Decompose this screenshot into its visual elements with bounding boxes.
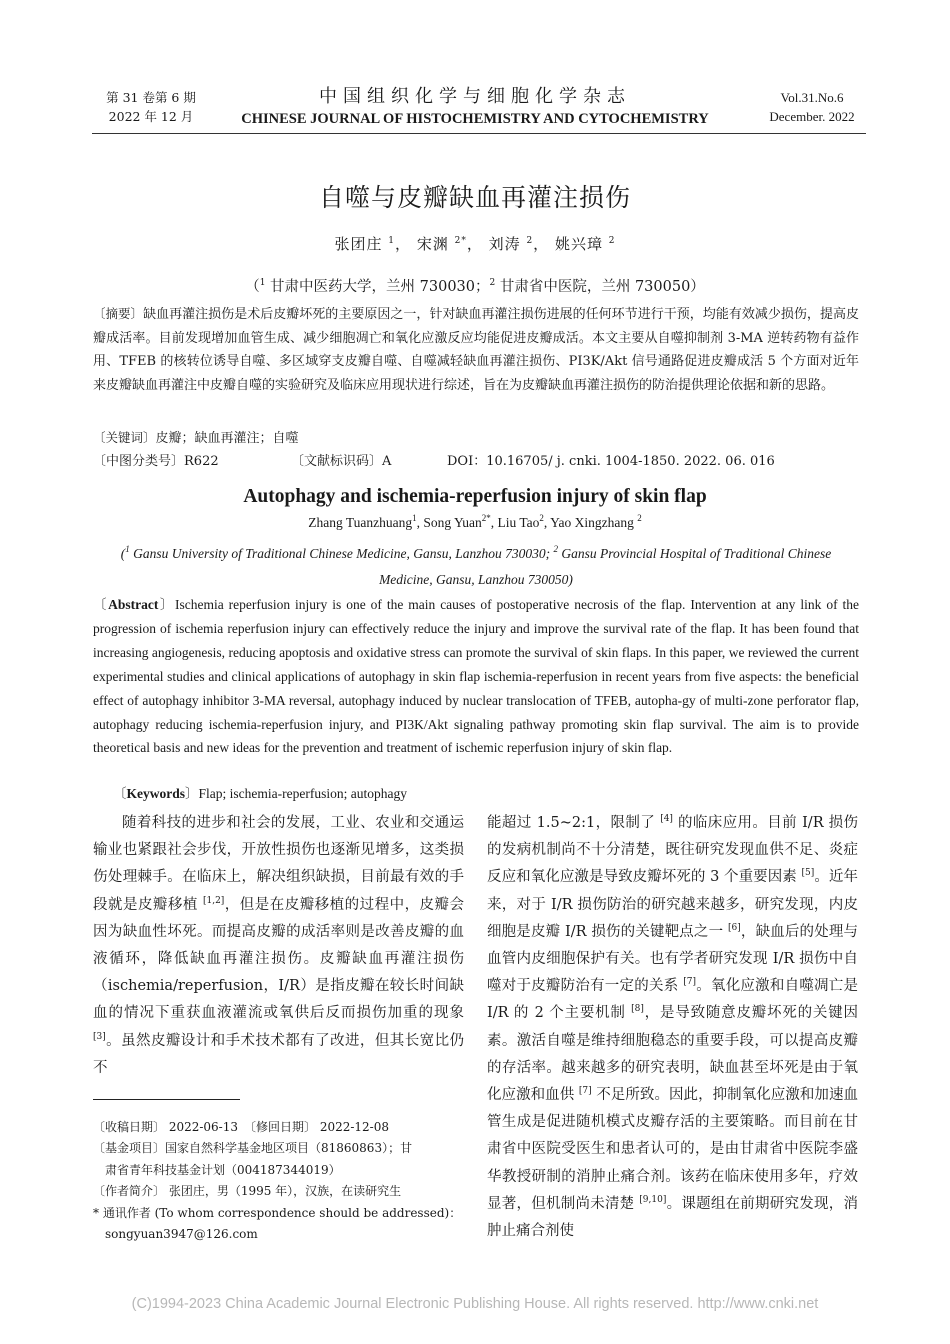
citation: [6] bbox=[728, 922, 741, 933]
clc-number: 〔中图分类号〕R622 bbox=[93, 454, 219, 469]
article-title-en: Autophagy and ischemia-reperfusion injury of skin flap bbox=[243, 486, 707, 507]
corresponding-author: * 通讯作者 (To whom correspondence should be addressed)： bbox=[93, 1205, 462, 1220]
volume-en: Vol.31.No.6 bbox=[780, 90, 844, 105]
authors-cn: 张团庄 $^1$， 宋渊 $^{2*}$， 刘涛 $^2$， 姚兴璋 $^2$ bbox=[334, 235, 616, 253]
keywords-cn bbox=[93, 426, 859, 451]
received-dates: 〔收稿日期〕 2022-06-13 〔修回日期〕 2022-12-08 bbox=[93, 1120, 390, 1134]
header-rule bbox=[92, 133, 866, 134]
journal-title-block bbox=[210, 86, 740, 129]
abstract-text-en: Ischemia reperfusion injury is one of the main causes of postoperative necrosis of the flap. Intervention at any link of the progression of ischemia reperfusion injury can effectively reduce the injury and improve the survival rate of the flap. It has been found that increasing angiogenesis, reducing apoptosis and oxidative stress can promote the survival of skin flaps. In this paper, we reviewed the current experimental studies and clinical applications of autophagy in skin flap ischemia-reperfusion in recent years from five aspects: the beneficial effect of autophagy inhibitor 3-MA reversal, autophagy induced by nuclear translocation of TFEB, autopha-gy of multi-zone perforator flap, autophagy reducing ischemia-reperfusion injury, and PI3K/Akt signaling pathway promoting skin flap survival. The aim is to provide theoretical basis and new ideas for the prevention and treatment of ischemic reperfusion injury of skin flap. bbox=[93, 597, 860, 756]
citation: [8] bbox=[631, 1004, 644, 1015]
journal-name-en: CHINESE JOURNAL OF HISTOCHEMISTRY AND CYTOCHEMISTRY bbox=[241, 111, 709, 127]
citation: [5] bbox=[801, 868, 815, 879]
affiliations-cn: （$^1$ 甘肃中医药大学，兰州 730030；$^2$ 甘肃省中医院，兰州 730050） bbox=[245, 278, 705, 295]
article-title-cn: 自噬与皮瓣缺血再灌注损伤 bbox=[318, 183, 631, 212]
keywords-text-en: Flap; ischemia-reperfusion; autophagy bbox=[198, 786, 407, 801]
issue-info-en bbox=[752, 88, 872, 126]
abstract-cn bbox=[93, 302, 859, 397]
body-column-right bbox=[487, 810, 858, 1245]
authors-en: Zhang Tuanzhuang$^1$, Song Yuan$^{2*}$, Liu Tao$^2$, Yao Xingzhang $^2$ bbox=[308, 513, 642, 530]
body-column-left bbox=[93, 810, 464, 1082]
date-en: December. 2022 bbox=[769, 109, 855, 124]
abstract-label-en: Abstract bbox=[108, 597, 159, 612]
body-paragraph: 随着科技的进步和社会的发展，工业、农业和交通运输业也紧跟社会步伐，开放性损伤也逐渐见增多，这类损伤处理棘手。在临床上，解决组织缺损，目前最有效的手段就是皮瓣移植 [1,2]，但是在皮瓣移植的过程中，皮瓣会因为缺血性坏死。而提高皮瓣的成活率则是改善皮瓣的血液循环，降低缺血再灌注损伤。皮瓣缺血再灌注损伤（ischemia/reperfusion，I/R）是指皮瓣在较长时间缺血的情况下重获血液灌流或氧供后反而损伤加重的现象 [3]。虽然皮瓣设计和手术技术都有了改进，但其长宽比仍不 bbox=[93, 815, 465, 1076]
abstract-text-cn: 缺血再灌注损伤是术后皮瓣坏死的主要原因之一，针对缺血再灌注损伤进展的任何环节进行干预，均能有效减少损伤，提高皮瓣成活率。目前发现增加血管生成、减少细胞凋亡和氧化应激反应均能促进皮瓣成活。本文主要从自噬抑制剂 3-MA 逆转药物有益作用、TFEB 的核转位诱导自噬、多区域穿支皮瓣自噬、自噬减轻缺血再灌注损伤、PI3K/Akt 信号通路促进皮瓣成活 5 个方面对近年来皮瓣缺血再灌注中皮瓣自噬的实验研究及临床应用现状进行综述，旨在为皮瓣缺血再灌注损伤的防治提供理论依据和新的思路。 bbox=[93, 307, 859, 393]
citation: [7] bbox=[683, 977, 697, 988]
citation: [3] bbox=[93, 1031, 106, 1042]
author-intro: 〔作者简介〕 张团庄，男（1995 年），汉族，在读研究生 bbox=[93, 1184, 402, 1199]
citation: [9,10] bbox=[639, 1194, 667, 1205]
affiliations-en: ($^1$ Gansu University of Traditional Chinese Medicine, Gansu, Lanzhou 730030; $^2$ Gansu Provincial Hospital of Traditional Chinese Medicine, Gansu, Lanzhou 730050) bbox=[120, 544, 832, 587]
issue-info-cn bbox=[96, 88, 206, 126]
citation: [4] bbox=[660, 814, 673, 824]
keywords-label-en: Keywords bbox=[126, 786, 185, 801]
journal-name-cn: 中国组织化学与细胞化学杂志 bbox=[319, 86, 631, 107]
corresponding-email: songyuan3947@126.com bbox=[105, 1227, 258, 1242]
doi: DOI：10.16705/ j. cnki. 1004-1850. 2022. 06. 016 bbox=[447, 454, 775, 469]
fund-info: 〔基金项目〕国家自然科学基金地区项目（81860863）；甘 bbox=[93, 1141, 413, 1156]
abstract-en: 〔Abstract〕Ischemia reperfusion injury is one of the main causes of postoperative necrosis of the flap. Intervention at any link of the progression of ischemia reperfusion injury can effectively reduce the injury and improve the survival rate of the flap. It has been found that increasing angiogenesis, reducing apoptosis and oxidative stress can promote the survival of skin flaps. In this paper, we reviewed the current experimental studies and clinical applications of autophagy in skin flap ischemia-reperfusion in recent years from five aspects: the beneficial effect of autophagy inhibitor 3-MA reversal, autophagy induced by nuclear translocation of TFEB, autopha-gy of multi-zone perforator flap, autophagy reducing ischemia-reperfusion injury, and PI3K/Akt signaling pathway promoting skin flap survival. The aim is to provide theoretical basis and new ideas for the prevention and treatment of ischemic reperfusion injury of skin flap. bbox=[93, 597, 860, 756]
document-code: 〔文献标识码〕A bbox=[291, 454, 392, 469]
body-paragraph: 能超过 1.5~2:1，限制了 [4] 的临床应用。目前 I/R 损伤的发病机制尚不十分清楚，既往研究发现血供不足、炎症反应和氧化应激是导致皮瓣坏死的 3 个重要因素 [5]。近年来，对于 I/R 损伤防治的研究越来越多，研究发现，内皮细胞是皮瓣 I/R 损伤的关键靶点之一 [6]，缺血后的处理与血管内皮细胞保护有关。也有学者研究发现 I/R 损伤中自噬对于皮瓣防治有一定的关系 [7]。氧化应激和自噬凋亡是 I/R 的 2 个主要机制 [8]，是导致随意皮瓣坏死的关键因素。激活自噬是维持细胞稳态的重要手段，可以提高皮瓣的存活率。越来越多的研究表明，缺血甚至坏死是由于氧化应激和血供 [7] 不足所致。因此，抑制氧化应激和加速血管生成是促进随机模式皮瓣存活的主要策略。而目前在甘肃省中医院受医生和患者认可的，是由甘肃省中医院李盛华教授研制的消肿止痛合剂。该药在临床使用多年，疗效显著，但机制尚未清楚 [9,10]。课题组在前期研究发现，消肿止痛合剂使 bbox=[487, 814, 859, 1240]
cnki-watermark: (C)1994-2023 China Academic Journal Electronic Publishing House. All rights reserved. http://www.cnki.net bbox=[131, 1296, 819, 1312]
author-name: 张团庄 bbox=[334, 235, 383, 253]
author-name: 姚兴璋 bbox=[554, 235, 603, 253]
citation: [7] bbox=[578, 1086, 592, 1097]
footnote-rule bbox=[93, 1099, 240, 1100]
footnotes bbox=[93, 1117, 464, 1245]
keywords-label-cn: 〔关键词〕 bbox=[93, 430, 156, 445]
keywords-en: 〔Keywords〕Flap; ischemia-reperfusion; autophagy bbox=[113, 786, 407, 801]
date-cn: 2022 年 12 月 bbox=[108, 109, 194, 124]
abstract-label-cn: 〔摘要〕 bbox=[93, 306, 144, 321]
keywords-text-cn: 皮瓣；缺血再灌注；自噬 bbox=[155, 431, 299, 446]
author-name: 刘涛 bbox=[488, 235, 521, 253]
citation: [1,2] bbox=[202, 895, 225, 906]
volume-cn: 第 31 卷第 6 期 bbox=[106, 90, 196, 105]
fund-info-cont: 肃省青年科技基金计划（004187344019） bbox=[105, 1162, 341, 1177]
author-name: 宋渊 bbox=[416, 235, 449, 253]
